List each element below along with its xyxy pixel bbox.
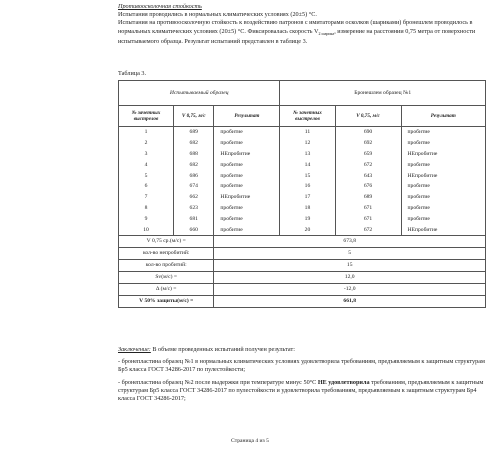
result-cell: НЕпробитие (214, 149, 280, 160)
conclusion-item-2 (118, 379, 488, 404)
shot-number-cell: 4 (119, 159, 174, 170)
velocity-cell: 671 (335, 213, 401, 224)
result-cell: НЕпробитие (214, 192, 280, 203)
shot-number-cell: 20 (280, 224, 335, 235)
table-row (119, 224, 486, 235)
stat-value: 661,8 (214, 295, 486, 307)
stats-row (119, 259, 486, 271)
result-cell: пробитие (401, 181, 485, 192)
stat-value: 15 (214, 259, 486, 271)
table-caption: Таблица 3. (118, 70, 147, 77)
stat-label: V 0,75 ср.(м/с) = (119, 235, 214, 247)
col-header-shot-2: № зачетных выстрелов (280, 106, 335, 127)
col-header-velocity: V 0,75, м/с (174, 106, 214, 127)
table-row (119, 127, 486, 138)
velocity-cell: 692 (335, 138, 401, 149)
shot-number-cell: 6 (119, 181, 174, 192)
result-cell: НЕпробитие (401, 149, 485, 160)
stats-row (119, 295, 486, 307)
shot-number-cell: 16 (280, 181, 335, 192)
table-row (119, 149, 486, 160)
table-row (119, 213, 486, 224)
shot-number-cell: 2 (119, 138, 174, 149)
stat-label: Sv(м/с) = (119, 271, 214, 283)
stats-row (119, 283, 486, 295)
conclusion-label: Заключение: (118, 346, 151, 353)
results-table (118, 80, 486, 308)
stats-row (119, 235, 486, 247)
intro-paragraph-text: Испытания на противоосколочную стойкость к воздействию патронов с имитаторами осколков (шариками) бронешлем проводилось в нормальных климатических условиях (20±5) °С. Фиксировалась скорость V (118, 19, 473, 35)
velocity-cell: 690 (335, 127, 401, 138)
velocity-cell: 672 (335, 224, 401, 235)
intro-paragraph-end: , измерение на расстоянии 0,75 метра от поверхности испытываемого образца. Результат испытаний представлен в таблице 3. (118, 27, 476, 46)
result-cell: пробитие (401, 138, 485, 149)
velocity-cell: 662 (174, 192, 214, 203)
shot-number-cell: 5 (119, 170, 174, 181)
velocity-cell: 676 (335, 181, 401, 192)
result-cell: пробитие (401, 203, 485, 214)
page-footer: Страница 4 из 5 (231, 438, 269, 444)
velocity-cell: 689 (174, 127, 214, 138)
table-row (119, 181, 486, 192)
table-row (119, 170, 486, 181)
shot-number-cell: 3 (119, 149, 174, 160)
result-cell: пробитие (401, 192, 485, 203)
col-header-result-2: Результат (401, 106, 485, 127)
velocity-cell: 682 (174, 138, 214, 149)
stats-row (119, 271, 486, 283)
stat-value: 673,8 (214, 235, 486, 247)
conclusion-heading (118, 346, 488, 354)
col-header-shot: № зачетных выстрелов (119, 106, 174, 127)
table-row (119, 192, 486, 203)
shot-number-cell: 19 (280, 213, 335, 224)
conclusion-lead: В объеме проведенных испытаний получен результат: (150, 346, 295, 353)
shot-number-cell: 15 (280, 170, 335, 181)
conclusion-item-2-b: требованиям, предъявляемым к защитным структурам Бр5 класса ГОСТ 34286-2017 по пулестойкости и удовлетворила требованиям, предъявляемым к защитным структурам Бр4 класса ГОСТ 34286-2017; (118, 378, 484, 403)
intro-paragraph (118, 19, 488, 46)
result-cell: пробитие (214, 224, 280, 235)
shot-number-cell: 17 (280, 192, 335, 203)
result-cell: пробитие (214, 170, 280, 181)
velocity-cell: 682 (174, 159, 214, 170)
shot-number-cell: 10 (119, 224, 174, 235)
conclusion-item-1: - бронепластина образец №1 в нормальных климатических условиях удовлетворила требованиям, предъявляемым к защитным структурам Бр5 класса ГОСТ 34286-2017 по пулестойкости; (118, 358, 485, 374)
col-header-velocity-2: V 0,75, м/с (335, 106, 401, 127)
result-cell: пробитие (214, 203, 280, 214)
section-heading: Противоосколочная стойкость (118, 3, 202, 10)
group-header-left: Испытываемый образец (119, 81, 280, 106)
result-cell: пробитие (214, 213, 280, 224)
velocity-cell: 689 (335, 192, 401, 203)
result-cell: НЕпробитие (401, 170, 485, 181)
shot-number-cell: 7 (119, 192, 174, 203)
shot-number-cell: 14 (280, 159, 335, 170)
velocity-cell: 643 (335, 170, 401, 181)
stats-body (119, 235, 486, 307)
table-row (119, 203, 486, 214)
table-row (119, 159, 486, 170)
shot-number-cell: 18 (280, 203, 335, 214)
shot-number-cell: 8 (119, 203, 174, 214)
stat-value: 12,0 (214, 271, 486, 283)
result-cell: пробитие (214, 159, 280, 170)
table-row (119, 138, 486, 149)
conclusion-item-2-a: - бронепластина образец №2 после выдержки при температуре минус 50°С (118, 378, 318, 386)
velocity-cell: 688 (174, 149, 214, 160)
stat-label: кол-во непробитий: (119, 247, 214, 259)
velocity-cell: 686 (174, 170, 214, 181)
shot-number-cell: 1 (119, 127, 174, 138)
stat-label: Δ (м/с) = (119, 283, 214, 295)
result-cell: пробитие (401, 213, 485, 224)
stat-value: -12,0 (214, 283, 486, 295)
stat-label: кол-во пробитий: (119, 259, 214, 271)
intro-line: Испытания проводились в нормальных климатических условиях (20±5) °С. (118, 11, 317, 19)
stat-label: V 50% защиты(м/с) = (119, 295, 214, 307)
conclusion-item-2-bold: НЕ удовлетворила (317, 378, 370, 386)
shot-number-cell: 12 (280, 138, 335, 149)
velocity-cell: 672 (335, 159, 401, 170)
stats-row (119, 247, 486, 259)
conclusion-section (118, 346, 488, 407)
velocity-cell: 623 (174, 203, 214, 214)
velocity-cell: 674 (174, 181, 214, 192)
group-header-right: Бронешлем образец №1 (280, 81, 486, 106)
shot-number-cell: 13 (280, 149, 335, 160)
shots-body (119, 127, 486, 236)
result-cell: пробитие (214, 138, 280, 149)
velocity-cell: 660 (174, 224, 214, 235)
velocity-cell: 659 (335, 149, 401, 160)
intro-section (118, 3, 488, 46)
velocity-cell: 671 (335, 203, 401, 214)
result-cell: пробитие (401, 159, 485, 170)
shot-number-cell: 11 (280, 127, 335, 138)
velocity-cell: 681 (174, 213, 214, 224)
result-cell: пробитие (401, 127, 485, 138)
velocity-subscript: 2 шарика (318, 30, 335, 36)
result-cell: пробитие (214, 127, 280, 138)
col-header-result: Результат (214, 106, 280, 127)
result-cell: пробитие (214, 181, 280, 192)
shot-number-cell: 9 (119, 213, 174, 224)
stat-value: 5 (214, 247, 486, 259)
result-cell: НЕпробитие (401, 224, 485, 235)
